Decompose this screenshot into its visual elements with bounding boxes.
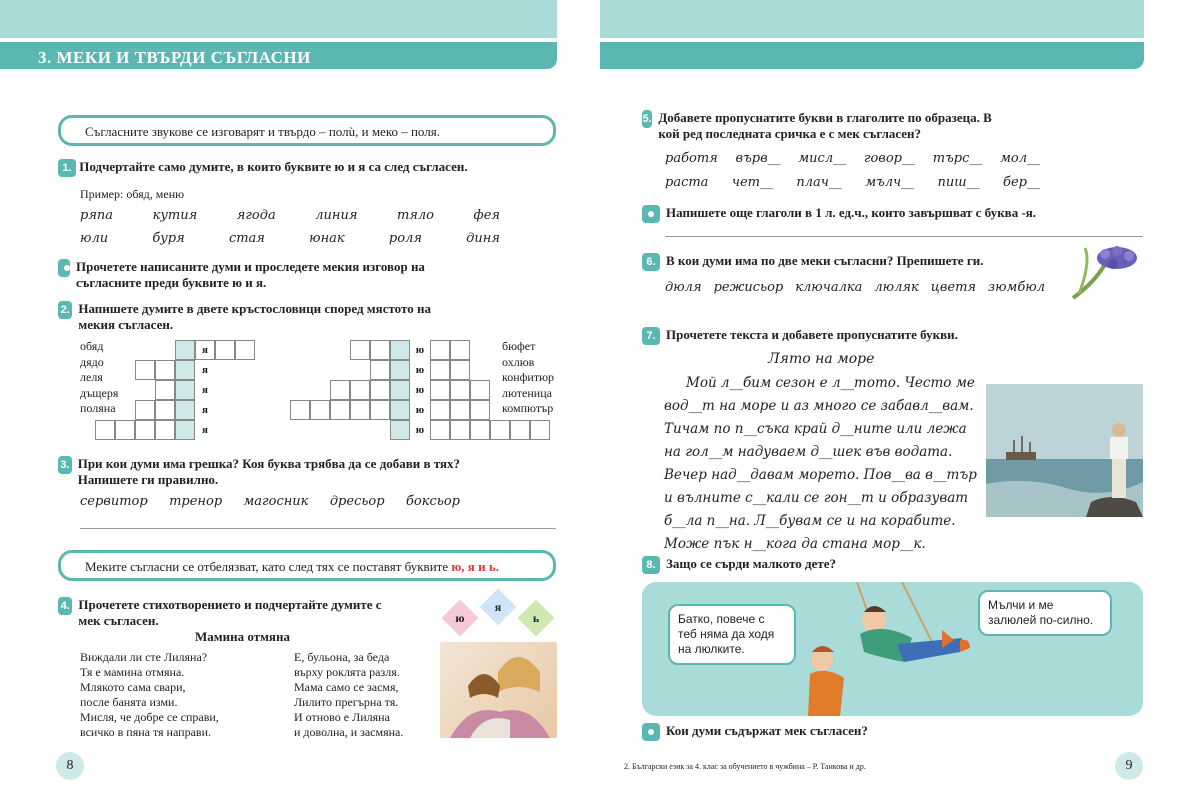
seaside-photo (986, 384, 1143, 517)
crossword-cell[interactable] (155, 400, 175, 420)
crossword-right-words (502, 339, 554, 417)
letter-tile: ь (518, 600, 555, 637)
verb: мълч__ (865, 175, 915, 190)
verb-row-1 (665, 151, 1040, 166)
task-3 (58, 456, 478, 488)
task-text: Прочетете стихотворението и подчертайте думите с мек съгласен. (78, 597, 382, 628)
task-2 (58, 301, 438, 333)
story-line: вод__т на море и аз много се забавл__вам. (664, 398, 974, 414)
verb: чет__ (731, 175, 773, 190)
example-line: Пример: обяд, меню (80, 187, 185, 201)
crossword-cell[interactable] (235, 340, 255, 360)
task-text: В кои думи има по две меки съгласни? Препишете ги. (666, 253, 984, 268)
word: дюля (665, 280, 702, 295)
verb: говор__ (863, 151, 915, 166)
crossword-cell[interactable] (175, 400, 195, 420)
crossword-letter: ю (415, 424, 425, 436)
word: тренор (169, 494, 223, 509)
crossword-cell[interactable] (175, 420, 195, 440)
right-title-bar (600, 42, 1144, 69)
poem-line: Лилито прегърна тя. (294, 695, 399, 709)
subtask-text: Напишете още глаголи в 1 л. ед.ч., които завършват с буква -я. (666, 205, 1037, 220)
speech-bubble-2: Мълчи и ме залюлей по-силно. (978, 590, 1112, 636)
word: тяло (396, 208, 434, 223)
task-3-words (80, 494, 460, 509)
word: поляна (80, 401, 116, 415)
crossword-cell[interactable] (135, 360, 155, 380)
answer-line (665, 236, 1143, 237)
verb: мисл__ (798, 151, 847, 166)
word: обяд (80, 339, 104, 353)
crossword-cell[interactable] (470, 420, 490, 440)
crossword-cell[interactable] (370, 380, 390, 400)
task-number: 2. (58, 301, 72, 319)
swing-illustration-panel (642, 582, 1143, 716)
verb: работя (665, 151, 718, 166)
poem-line: Млякото сама свари, (80, 680, 186, 694)
crossword-letter: я (202, 384, 208, 396)
task-1 (58, 159, 538, 177)
verb: върв__ (735, 151, 781, 166)
crossword-letter: ю (415, 344, 425, 356)
task-text: Защо се сърди малкото дете? (666, 556, 837, 571)
task-number: 3. (58, 456, 72, 474)
crossword-cell[interactable] (370, 340, 390, 360)
chapter-title: 3. МЕКИ И ТВЪРДИ СЪГЛАСНИ (0, 42, 557, 69)
task-4 (58, 597, 388, 629)
crossword-letter: я (202, 404, 208, 416)
page-number-right: 9 (1115, 752, 1143, 780)
crossword-cell[interactable] (370, 400, 390, 420)
story-line: Вечер над__давам морето. Пов__ва в__тър (664, 467, 977, 483)
word: роля (388, 231, 422, 246)
word: дресьор (329, 494, 385, 509)
crossword-cell[interactable] (350, 340, 370, 360)
word: фея (473, 208, 500, 223)
verb: плач__ (796, 175, 842, 190)
rule-box-2 (58, 550, 556, 581)
crossword-letter: ю (415, 404, 425, 416)
story-line: б__ла п__на. Л__бувам се и на корабите. (664, 513, 956, 529)
word: боксьор (405, 494, 460, 509)
word: конфитюр (502, 370, 555, 384)
poem-column-2 (294, 650, 403, 740)
crossword-cell[interactable] (350, 380, 370, 400)
task-number: 5. (642, 110, 652, 128)
task-number: 6. (642, 253, 660, 271)
task-text: Добавете пропуснатите букви в глаголите по образеца. В кой ред последната сричка е с мек съгласен? (658, 110, 992, 141)
verb: мол__ (1000, 151, 1040, 166)
rule-text: Меките съгласни се отбелязват, като след тях се поставят буквите (85, 559, 452, 574)
right-top-band (600, 0, 1144, 38)
hyacinth-flower-illustration (1065, 242, 1143, 300)
word: юли (80, 231, 109, 246)
word: зюмбюл (988, 280, 1045, 295)
crossword-cell[interactable] (390, 360, 410, 380)
word: магосник (243, 494, 309, 509)
crossword-cell[interactable] (510, 420, 530, 440)
crossword-cell[interactable] (135, 400, 155, 420)
crossword-cell[interactable] (430, 340, 450, 360)
poem-line: Тя е мамина отмяна. (80, 665, 185, 679)
verb: бер__ (1003, 175, 1040, 190)
word: лютеница (502, 385, 552, 400)
crossword-cell[interactable] (115, 420, 135, 440)
crossword-cell[interactable] (370, 360, 390, 380)
crossword-letter: я (202, 364, 208, 376)
subtask-8 (642, 723, 1042, 741)
word: бюфет (502, 339, 536, 353)
crossword-cell[interactable] (390, 380, 410, 400)
poem-line: всичко в пяна тя направи. (80, 725, 211, 739)
verb: раста (665, 175, 709, 190)
crossword-cell[interactable] (470, 380, 490, 400)
crossword-cell[interactable] (490, 420, 510, 440)
task-6 (642, 253, 1042, 271)
footer-credit: 2. Български език за 4. клас за обучението в чужбина – Р. Танкова и др. (624, 762, 866, 771)
subtask-text: Кои думи съдържат мек съгласен? (666, 723, 868, 738)
word-row-2 (80, 231, 500, 246)
word: компютър (502, 401, 554, 415)
letter-tile: ю (442, 600, 479, 637)
answer-line (80, 528, 556, 529)
word: ключалка (795, 280, 863, 295)
letter-tile: я (480, 589, 517, 626)
task-5 (642, 110, 1002, 142)
poem-line: Мисля, че добре се справи, (80, 710, 219, 724)
story-line: Тичам по п__съка край д__ните или лежа (664, 421, 967, 437)
bullet-icon (642, 723, 660, 741)
word: дъщеря (80, 385, 119, 400)
crossword-cell[interactable] (155, 360, 175, 380)
poem-line: Виждали ли сте Лиляна? (80, 650, 208, 664)
poem-column-1 (80, 650, 219, 740)
crossword-cell[interactable] (155, 380, 175, 400)
subtask-text: Прочетете написаните думи и проследете мекия изговор на съгласните преди буквите ю и я. (76, 259, 425, 290)
word: ряпа (80, 208, 114, 223)
task-text: Прочетете текста и добавете пропуснатите букви. (666, 327, 958, 342)
left-top-band (0, 0, 557, 38)
crossword-cell[interactable] (175, 340, 195, 360)
task-number: 4. (58, 597, 72, 615)
word: ягода (236, 208, 276, 223)
bullet-icon (58, 259, 70, 277)
word: буря (152, 231, 185, 246)
subtask-1 (58, 259, 438, 291)
task-text: Подчертайте само думите, в които буквите ю и я са след съгласен. (79, 159, 468, 174)
rule-letters: ю, я и ь. (451, 559, 499, 574)
word: дядо (80, 354, 104, 369)
crossword-letter: ю (415, 384, 425, 396)
task-6-words (665, 280, 1045, 295)
word: охлюв (502, 354, 535, 369)
poem-line: върху роклята разля. (294, 665, 400, 679)
crossword-left-words (80, 339, 118, 417)
crossword-cell[interactable] (450, 340, 470, 360)
story-line: Мой л__бим сезон е л__тото. Често ме (686, 375, 975, 391)
crossword-cell[interactable] (350, 400, 370, 420)
task-number: 8. (642, 556, 660, 574)
task-7 (642, 327, 1042, 345)
word: люляк (874, 280, 919, 295)
story-line: Може пък н__кога да стана мор__к. (664, 536, 926, 552)
story-line: на гол__м надуваем д__шек във водата. (664, 444, 953, 460)
crossword-cell[interactable] (290, 400, 310, 420)
mother-daughter-photo (440, 642, 557, 738)
poem-line: И отново е Лиляна (294, 710, 390, 724)
crossword-letter: я (202, 344, 208, 356)
crossword-cell[interactable] (135, 420, 155, 440)
poem-line: и доволна, и засмяна. (294, 725, 404, 739)
word: стая (228, 231, 265, 246)
rule-box-1: Съгласните звукове се изговарят и твърдо – полù, и меко – поля. (58, 115, 556, 146)
crossword-cell[interactable] (390, 340, 410, 360)
crossword-cell[interactable] (330, 400, 350, 420)
word: юнак (309, 231, 345, 246)
task-number: 1. (58, 159, 76, 177)
crossword-cell[interactable] (450, 400, 470, 420)
crossword-cell[interactable] (215, 340, 235, 360)
crossword-cell[interactable] (530, 420, 550, 440)
bullet-icon (642, 205, 660, 223)
task-text: Напишете думите в двете кръстословици според мястото на мекия съгласен. (78, 301, 431, 332)
speech-bubble-1: Батко, повече с теб няма да ходя на люлките. (668, 604, 796, 665)
crossword-cell[interactable] (390, 400, 410, 420)
crossword-cell[interactable] (155, 420, 175, 440)
crossword-cell[interactable] (470, 400, 490, 420)
word: сервитор (80, 494, 148, 509)
crossword-cell[interactable] (95, 420, 115, 440)
verb: търс__ (932, 151, 983, 166)
crossword-cell[interactable] (430, 400, 450, 420)
crossword-cell[interactable] (430, 360, 450, 380)
crossword-cell[interactable] (175, 380, 195, 400)
word: кутия (152, 208, 198, 223)
word: цветя (930, 280, 977, 295)
word: диня (466, 231, 500, 246)
poem-title: Мамина отмяна (195, 629, 290, 644)
story-line: и вълните с__кали се гон__т и образуват (664, 490, 969, 506)
task-text: При кои думи има грешка? Коя буква трябва да се добави в тях? Напишете ги правилно. (77, 456, 461, 487)
crossword-letter: ю (415, 364, 425, 376)
poem-line: Е, бульона, за беда (294, 650, 390, 664)
crossword-cell[interactable] (450, 420, 470, 440)
crossword-cell[interactable] (310, 400, 330, 420)
crossword-cell[interactable] (430, 420, 450, 440)
crossword-letter: я (202, 424, 208, 436)
story-text (664, 372, 980, 556)
word: леля (80, 370, 103, 384)
word: режисьор (713, 280, 784, 295)
word: линия (315, 208, 358, 223)
page-number-left: 8 (56, 752, 84, 780)
crossword-cell[interactable] (175, 360, 195, 380)
crossword-cell[interactable] (390, 420, 410, 440)
crossword-cell[interactable] (450, 380, 470, 400)
task-8 (642, 556, 1042, 574)
verb-row-2 (665, 175, 1040, 190)
crossword-cell[interactable] (430, 380, 450, 400)
poem-line: Мама само се засмя, (294, 680, 399, 694)
task-number: 7. (642, 327, 660, 345)
verb: пиш__ (937, 175, 980, 190)
subtask-5 (642, 205, 1102, 223)
crossword-cell[interactable] (450, 360, 470, 380)
word-row-1 (80, 208, 500, 223)
story-title: Лято на море (768, 351, 875, 367)
crossword-cell[interactable] (330, 380, 350, 400)
poem-line: после банята изми. (80, 695, 178, 709)
